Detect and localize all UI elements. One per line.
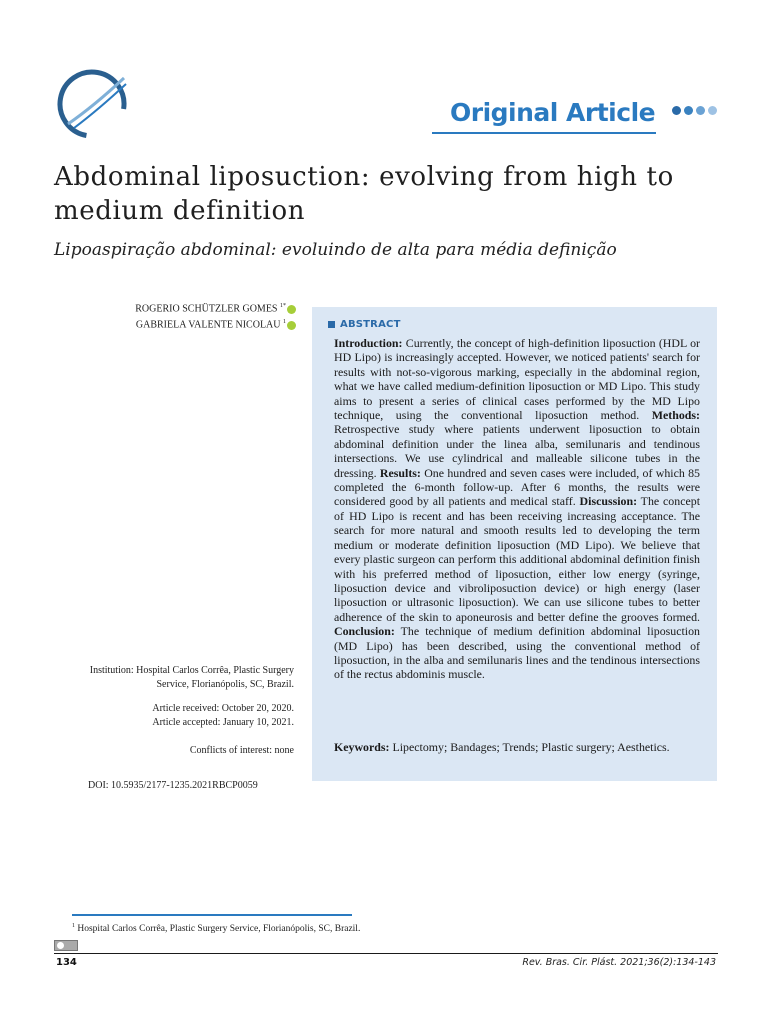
square-bullet-icon <box>328 321 335 328</box>
dot-3 <box>696 106 705 115</box>
journal-citation: Rev. Bras. Cir. Plást. 2021;36(2):134-143 <box>522 957 716 968</box>
page-number: 134 <box>56 957 77 968</box>
abstract-heading-text: ABSTRACT <box>340 319 401 330</box>
conflicts-of-interest: Conflicts of interest: none <box>189 745 294 756</box>
abstract-heading <box>328 319 401 330</box>
article-title: Abdominal liposuction: evolving from high to medium definition <box>54 162 674 226</box>
dot-1 <box>672 106 681 115</box>
author-1 <box>135 303 296 314</box>
author-affiliation-mark: 1 <box>283 319 286 325</box>
footer-rule <box>54 953 718 954</box>
discussion-label: Discussion: <box>579 494 638 509</box>
accepted-date: Article accepted: January 10, 2021. <box>152 717 294 728</box>
footnote-text: Hospital Carlos Corrêa, Plastic Surgery Service, Florianópolis, SC, Brazil. <box>75 924 361 935</box>
creative-commons-icon[interactable] <box>54 940 78 951</box>
keywords <box>334 740 700 755</box>
introduction-text: Currently, the concept of high-definition liposuction (HDL or HD Lipo) is increasingly accepted. However, we noticed patients' search for results with not-so-vigorous marking, especially in the abdominal region, what we have called medium-definition liposuction or MD Lipo. This study aims to present a series of clinical cases performed by the MD Lipo technique, using the conventional liposuction method. <box>334 336 700 423</box>
conclusion-label: Conclusion: <box>334 624 395 639</box>
methods-text: Retrospective study where patients underwent liposuction to obtain abdominal definition under the linea alba, semilunaris and tendinous intersections. We use cylindrical and malleable silicone tubes in the dressing. <box>334 422 700 480</box>
methods-label: Methods: <box>651 408 700 423</box>
orcid-icon[interactable] <box>287 305 296 314</box>
doi-link[interactable]: DOI: 10.5935/2177-1235.2021RBCP0059 <box>88 780 258 791</box>
article-title-portuguese: Lipoaspiração abdominal: evoluindo de alta para média definição <box>54 240 617 260</box>
author-affiliation-mark: 1* <box>280 303 286 309</box>
dot-4 <box>708 106 717 115</box>
section-label: Original Article <box>450 98 656 127</box>
footnote-marker: 1 <box>72 923 75 929</box>
keywords-label: Keywords: <box>334 740 390 754</box>
author-name: GABRIELA VALENTE NICOLAU <box>135 319 281 331</box>
results-label: Results: <box>379 465 421 480</box>
introduction-label: Introduction: <box>334 336 403 350</box>
conclusion-text: The technique of medium definition abdominal liposuction (MD Lipo) has been described, using the conventional method of liposuction, in the alba and semilunaris lines and the tendinous intersections of the rectus abdominis muscle. <box>334 624 700 682</box>
decorative-dots <box>672 106 717 115</box>
discussion-text: The concept of HD Lipo is recent and has been receiving increasing acceptance. The search for more natural and smooth results led to developing the term medium or moderate definition liposuction (MD Lipo). We believe that every plastic surgeon can perform this additional abdominal definition finish with his preferred method of liposuction, either low energy (syringe, liposuction device and vibroliposuction device) or high energy (laser liposuction or ultrasonic liposuction). We can use silicone tubes to better adherence of the skin to aponeurosis and better define the grooves formed. <box>334 494 700 624</box>
keywords-text: Lipectomy; Bandages; Trends; Plastic surgery; Aesthetics. <box>389 740 670 754</box>
journal-logo <box>54 66 130 142</box>
received-date: Article received: October 20, 2020. <box>152 703 294 714</box>
author-name: ROGERIO SCHÜTZLER GOMES <box>135 303 278 315</box>
results-text: One hundred and seven cases were included, of which 85 completed the 6-month follow-up. After 6 months, the results were considered good by all patients and medical staff. <box>334 465 701 509</box>
section-underline <box>432 132 656 134</box>
footnote-rule <box>72 914 352 916</box>
orcid-icon[interactable] <box>287 321 296 330</box>
abstract-text <box>334 336 700 682</box>
author-2 <box>136 319 296 330</box>
dot-2 <box>684 106 693 115</box>
footnote <box>72 923 360 934</box>
article-dates <box>74 702 294 730</box>
institution-note: Institution: Hospital Carlos Corrêa, Plastic Surgery Service, Florianópolis, SC, Brazil. <box>89 665 294 690</box>
